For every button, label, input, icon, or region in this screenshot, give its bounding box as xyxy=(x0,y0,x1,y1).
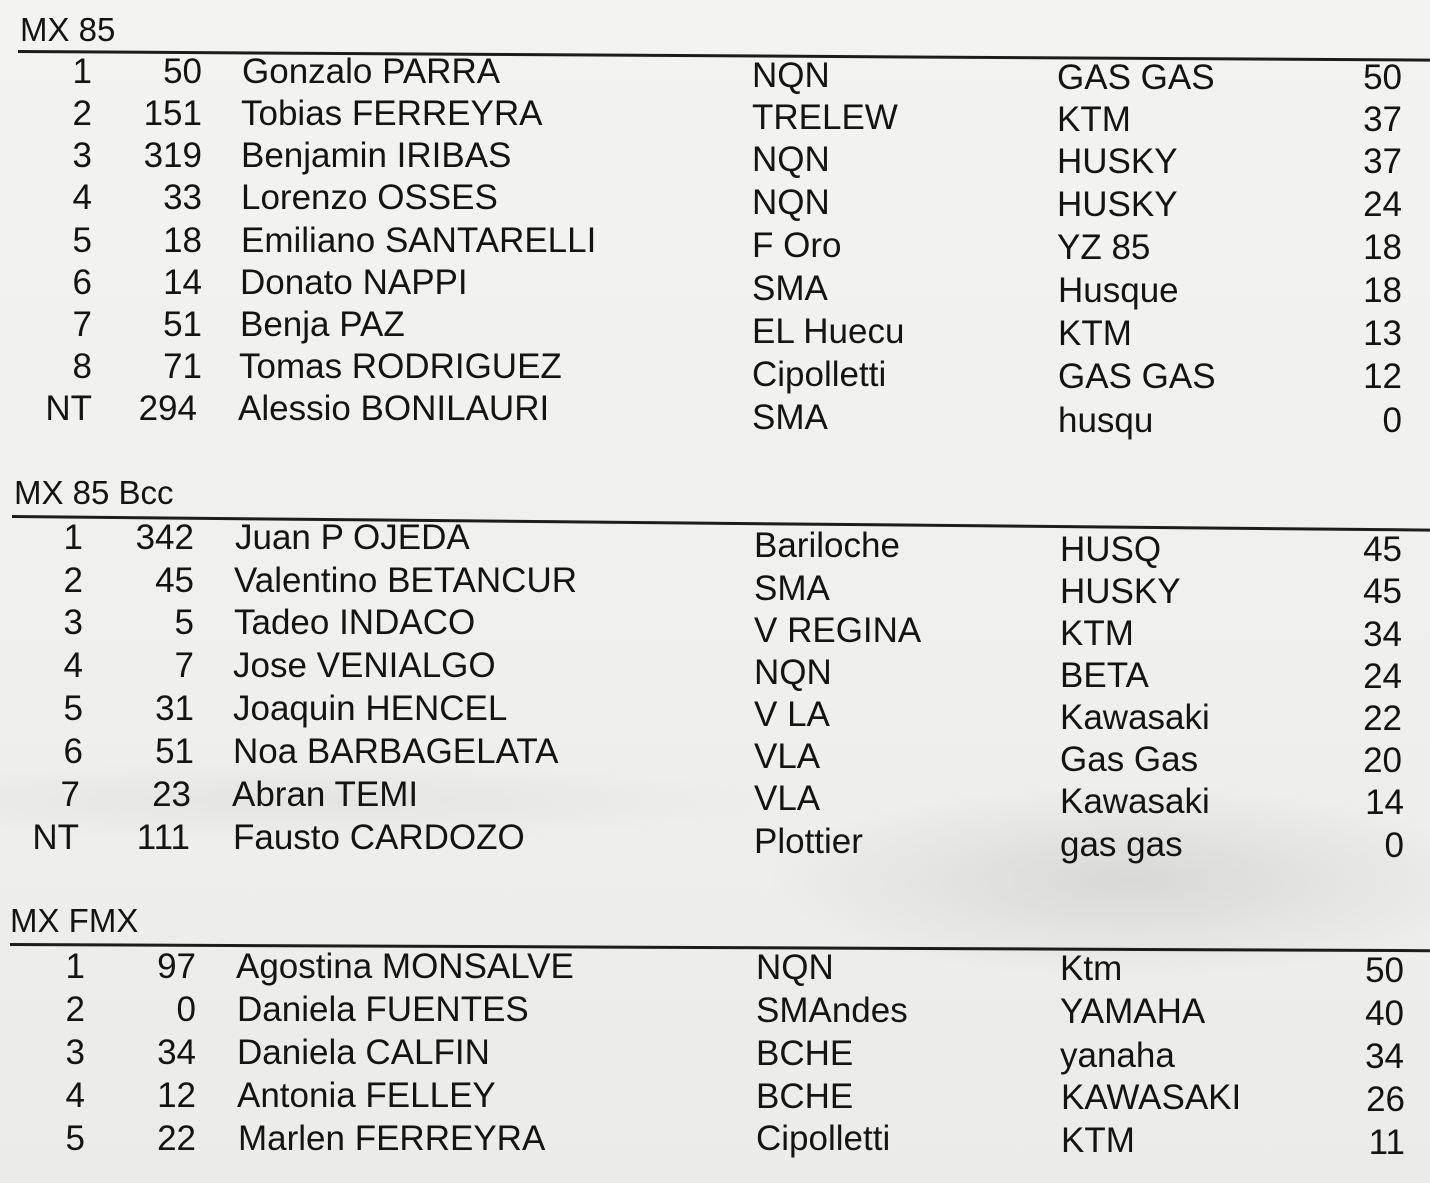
rider-number: 51 xyxy=(163,305,202,344)
section-title: MX FMX xyxy=(10,902,139,939)
points: 50 xyxy=(1365,951,1404,990)
points: 24 xyxy=(1363,185,1402,224)
position: 7 xyxy=(72,305,92,344)
rider-location: TRELEW xyxy=(752,98,898,137)
position: 6 xyxy=(72,263,92,302)
rider-number: 33 xyxy=(163,178,202,217)
points: 20 xyxy=(1363,741,1402,780)
result-row xyxy=(0,1117,1430,1160)
result-row xyxy=(0,1031,1430,1074)
result-row xyxy=(0,988,1430,1031)
points: 34 xyxy=(1363,615,1402,654)
bike-brand: KAWASAKI xyxy=(1061,1078,1242,1117)
rider-location: EL Huecu xyxy=(752,312,905,351)
result-row xyxy=(0,219,1430,267)
position: 1 xyxy=(63,518,83,557)
rider-number: 18 xyxy=(163,221,202,260)
bike-brand: KTM xyxy=(1058,314,1132,353)
rider-location: Plottier xyxy=(754,822,863,861)
points: 24 xyxy=(1363,657,1402,696)
rider-location: Bariloche xyxy=(754,526,900,565)
rider-number: 50 xyxy=(163,52,202,91)
bike-brand: gas gas xyxy=(1060,825,1183,864)
rider-number: 45 xyxy=(155,561,194,600)
rider-location: Cipolletti xyxy=(756,1119,891,1158)
section-title: MX 85 Bcc xyxy=(14,474,174,511)
rider-name: Gonzalo PARRA xyxy=(242,52,501,91)
rider-number: 71 xyxy=(163,347,202,386)
section-title: MX 85 xyxy=(20,11,116,48)
points: 22 xyxy=(1363,699,1402,738)
rider-name: Tadeo INDACO xyxy=(234,603,476,642)
rider-location: NQN xyxy=(754,653,832,692)
rider-name: Noa BARBAGELATA xyxy=(233,732,559,771)
bike-brand: GAS GAS xyxy=(1058,357,1216,396)
bike-brand: HUSQ xyxy=(1060,530,1162,569)
position: 4 xyxy=(65,1076,85,1115)
result-row xyxy=(0,601,1430,654)
rider-name: Lorenzo OSSES xyxy=(241,178,498,217)
rider-location: VLA xyxy=(754,779,821,818)
result-row xyxy=(0,1074,1430,1117)
result-row xyxy=(0,303,1430,353)
position: 3 xyxy=(65,1033,85,1072)
rider-location: NQN xyxy=(752,56,830,95)
rider-name: Valentino BETANCUR xyxy=(234,561,577,600)
rider-name: Jose VENIALGO xyxy=(233,646,496,685)
points: 12 xyxy=(1363,357,1402,396)
rider-location: SMAndes xyxy=(756,991,908,1030)
position: 5 xyxy=(72,221,92,260)
result-row xyxy=(0,50,1430,97)
points: 26 xyxy=(1366,1080,1405,1119)
rider-location: VLA xyxy=(754,737,821,776)
rider-number: 294 xyxy=(138,389,197,428)
points: 18 xyxy=(1363,271,1402,310)
bike-brand: GAS GAS xyxy=(1057,58,1215,97)
rider-location: NQN xyxy=(752,183,830,222)
points: 37 xyxy=(1363,100,1402,139)
points: 13 xyxy=(1363,314,1402,353)
result-row xyxy=(0,92,1430,139)
bike-brand: BETA xyxy=(1060,656,1149,695)
rider-number: 51 xyxy=(155,732,194,771)
rider-name: Marlen FERREYRA xyxy=(238,1119,546,1158)
result-row xyxy=(0,134,1430,181)
rider-location: SMA xyxy=(752,398,828,437)
rider-number: 22 xyxy=(157,1119,196,1158)
rider-number: 111 xyxy=(136,818,190,857)
bike-brand: YAMAHA xyxy=(1060,992,1206,1031)
points: 45 xyxy=(1363,530,1402,569)
position: 6 xyxy=(63,732,83,771)
position: 4 xyxy=(72,178,92,217)
result-row xyxy=(0,816,1430,865)
rider-name: Juan P OJEDA xyxy=(235,518,470,557)
result-row xyxy=(0,559,1430,611)
position: 2 xyxy=(65,990,85,1029)
rider-number: 14 xyxy=(163,263,202,302)
rider-name: Tobias FERREYRA xyxy=(241,94,543,133)
points: 11 xyxy=(1368,1123,1405,1162)
points: 37 xyxy=(1363,142,1402,181)
position: 4 xyxy=(63,646,83,685)
bike-brand: yanaha xyxy=(1060,1036,1175,1075)
points: 14 xyxy=(1365,783,1404,822)
rider-number: 23 xyxy=(152,775,191,814)
position: 5 xyxy=(65,1119,85,1158)
bike-brand: HUSKY xyxy=(1057,142,1178,181)
result-row xyxy=(0,945,1430,988)
position: 3 xyxy=(63,603,83,642)
rider-name: Alessio BONILAURI xyxy=(238,389,550,428)
rider-name: Benja PAZ xyxy=(240,305,405,344)
rider-location: Cipolletti xyxy=(752,355,887,394)
rider-location: V LA xyxy=(754,695,830,734)
result-row xyxy=(0,176,1430,224)
rider-name: Emiliano SANTARELLI xyxy=(241,221,597,260)
rider-name: Donato NAPPI xyxy=(240,263,468,302)
position: 7 xyxy=(60,775,80,814)
bike-brand: KTM xyxy=(1057,100,1131,139)
result-row xyxy=(0,516,1430,569)
rider-location: F Oro xyxy=(752,226,842,265)
bike-brand: HUSKY xyxy=(1060,572,1181,611)
rider-name: Agostina MONSALVE xyxy=(236,947,574,986)
rider-number: 5 xyxy=(174,603,194,642)
points: 18 xyxy=(1363,228,1402,267)
rider-number: 342 xyxy=(135,518,194,557)
bike-brand: HUSKY xyxy=(1057,185,1178,224)
rider-name: Joaquin HENCEL xyxy=(233,689,508,728)
rider-number: 31 xyxy=(155,689,194,728)
position: NT xyxy=(45,389,92,428)
points: 50 xyxy=(1363,58,1402,97)
position: 2 xyxy=(72,94,92,133)
rider-name: Daniela CALFIN xyxy=(237,1033,490,1072)
position: 1 xyxy=(65,947,85,986)
result-row xyxy=(0,387,1430,440)
result-row xyxy=(0,644,1430,696)
rider-location: V REGINA xyxy=(754,611,922,650)
rider-number: 151 xyxy=(143,94,202,133)
position: NT xyxy=(32,818,79,857)
bike-brand: YZ 85 xyxy=(1057,228,1151,267)
rider-location: BCHE xyxy=(756,1034,854,1073)
position: 2 xyxy=(63,561,83,600)
rider-location: BCHE xyxy=(756,1077,854,1116)
rider-location: SMA xyxy=(752,269,828,308)
rider-number: 12 xyxy=(157,1076,196,1115)
rider-name: Fausto CARDOZO xyxy=(233,818,525,857)
result-row xyxy=(0,730,1430,780)
bike-brand: KTM xyxy=(1060,614,1134,653)
result-row xyxy=(0,687,1430,738)
rider-number: 7 xyxy=(174,646,194,685)
points: 0 xyxy=(1384,826,1404,865)
result-row xyxy=(0,261,1430,310)
points: 0 xyxy=(1382,401,1402,440)
rider-number: 0 xyxy=(176,990,196,1029)
points: 34 xyxy=(1365,1037,1404,1076)
rider-name: Antonia FELLEY xyxy=(237,1076,496,1115)
bike-brand: Kawasaki xyxy=(1060,698,1210,737)
bike-brand: Gas Gas xyxy=(1060,740,1199,779)
result-row xyxy=(0,345,1430,396)
position: 5 xyxy=(63,689,83,728)
position: 8 xyxy=(72,347,92,386)
bike-brand: Kawasaki xyxy=(1060,782,1210,821)
rider-location: NQN xyxy=(756,948,834,987)
bike-brand: Husque xyxy=(1058,271,1179,310)
rider-name: Daniela FUENTES xyxy=(237,990,529,1029)
points: 45 xyxy=(1363,572,1402,611)
result-row xyxy=(0,773,1430,822)
position: 1 xyxy=(72,52,92,91)
rider-number: 97 xyxy=(157,947,196,986)
rider-number: 319 xyxy=(143,136,202,175)
rider-location: NQN xyxy=(752,140,830,179)
rider-location: SMA xyxy=(754,569,830,608)
rider-name: Tomas RODRIGUEZ xyxy=(239,347,562,386)
bike-brand: KTM xyxy=(1061,1121,1135,1160)
rider-number: 34 xyxy=(157,1033,196,1072)
points: 40 xyxy=(1365,994,1404,1033)
position: 3 xyxy=(72,136,92,175)
rider-name: Benjamin IRIBAS xyxy=(241,136,512,175)
bike-brand: Ktm xyxy=(1060,949,1123,988)
bike-brand: husqu xyxy=(1058,401,1154,440)
rider-name: Abran TEMI xyxy=(232,775,419,814)
